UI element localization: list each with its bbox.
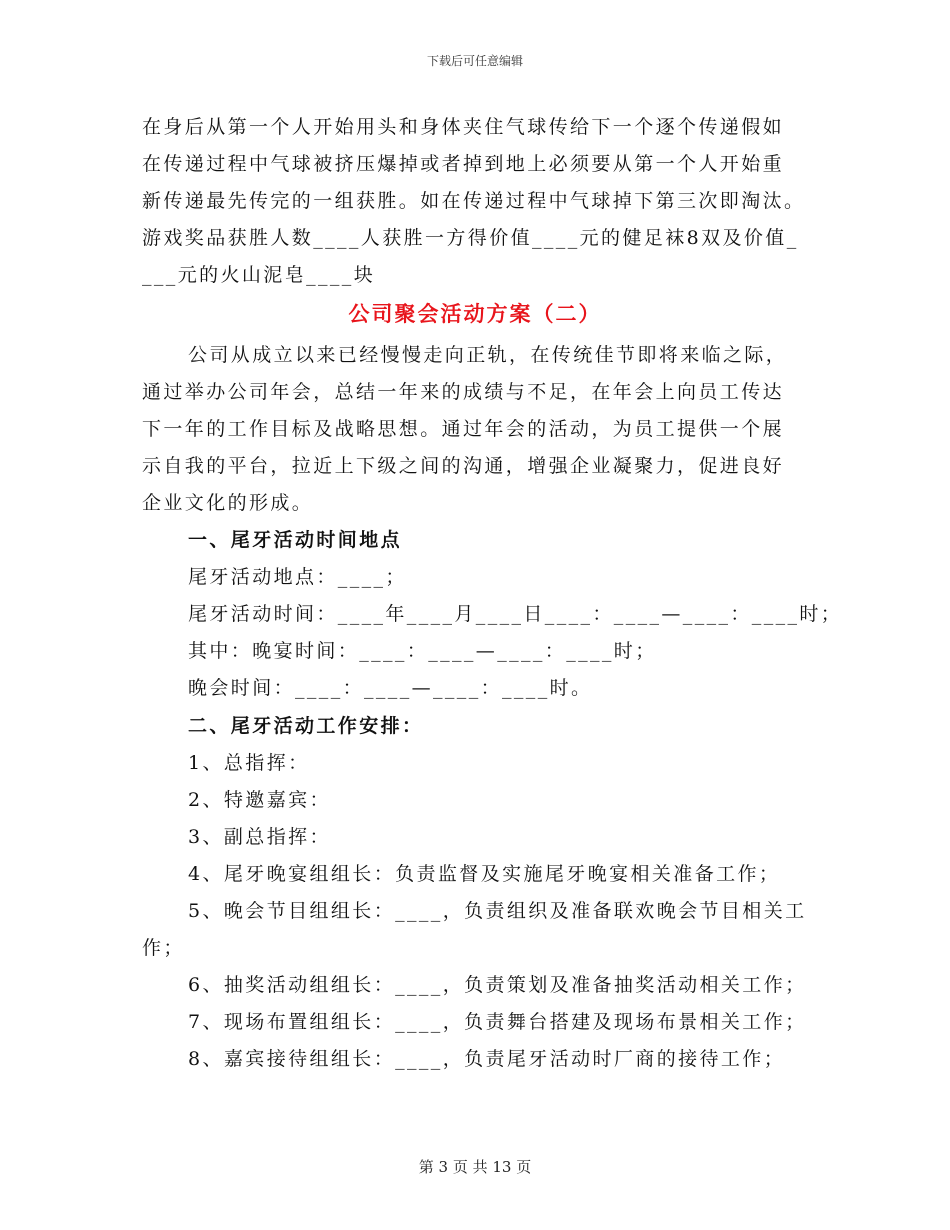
section-1-line: 尾牙活动地点：____；: [188, 566, 407, 588]
section-2-item: 4、尾牙晚宴组组长：负责监督及实施尾牙晚宴相关准备工作；: [188, 863, 781, 885]
page-footer-number: 第 3 页 共 13 页: [418, 1158, 532, 1176]
section-2-item: 2、特邀嘉宾：: [188, 789, 331, 811]
paragraph-line: 通过举办公司年会，总结一年来的成绩与不足，在年会上向员工传达: [142, 381, 785, 403]
page-header-note: 下载后可任意编辑: [426, 54, 523, 68]
section-1-line: 尾牙活动时间：____年____月____日____：____—____：____时；: [188, 603, 843, 625]
section-2-item: 8、嘉宾接待组组长：____，负责尾牙活动时厂商的接待工作；: [188, 1048, 786, 1070]
section-2-heading: 二、尾牙活动工作安排：: [188, 715, 424, 737]
section-2-item-continuation: 作；: [142, 937, 185, 959]
paragraph-line: 示自我的平台，拉近上下级之间的沟通，增强企业凝聚力，促进良好: [142, 455, 785, 477]
intro-line: 游戏奖品获胜人数____人获胜一方得价值____元的健足袜8双及价值_: [142, 227, 799, 249]
intro-line: 在身后从第一个人开始用头和身体夹住气球传给下一个逐个传递假如: [142, 116, 785, 138]
section-2-item: 7、现场布置组组长：____，负责舞台搭建及现场布景相关工作；: [188, 1011, 807, 1033]
section-1-heading: 一、尾牙活动时间地点: [188, 529, 403, 551]
intro-line: 新传递最先传完的一组获胜。如在传递过程中气球掉下第三次即淘汰。: [142, 190, 806, 212]
section-1-line: 晚会时间：____：____—____：____时。: [188, 677, 593, 699]
section-1-line: 其中：晚宴时间：____：____—____：____时；: [188, 640, 657, 662]
section-2-item: 3、副总指挥：: [188, 826, 331, 848]
paragraph-line: 公司从成立以来已经慢慢走向正轨，在传统佳节即将来临之际，: [188, 344, 788, 366]
paragraph-line: 下一年的工作目标及战略思想。通过年会的活动，为员工提供一个展: [142, 418, 785, 440]
section-2-item: 1、总指挥：: [188, 752, 310, 774]
section-2-item: 6、抽奖活动组组长：____，负责策划及准备抽奖活动相关工作；: [188, 974, 807, 996]
section-title: 公司聚会活动方案（二）: [348, 301, 602, 326]
section-2-item: 5、晚会节目组组长：____，负责组织及准备联欢晚会节目相关工: [188, 900, 807, 922]
intro-line: 在传递过程中气球被挤压爆掉或者掉到地上必须要从第一个人开始重: [142, 153, 785, 175]
intro-line: ___元的火山泥皂____块: [142, 264, 376, 286]
paragraph-line: 企业文化的形成。: [142, 492, 314, 514]
